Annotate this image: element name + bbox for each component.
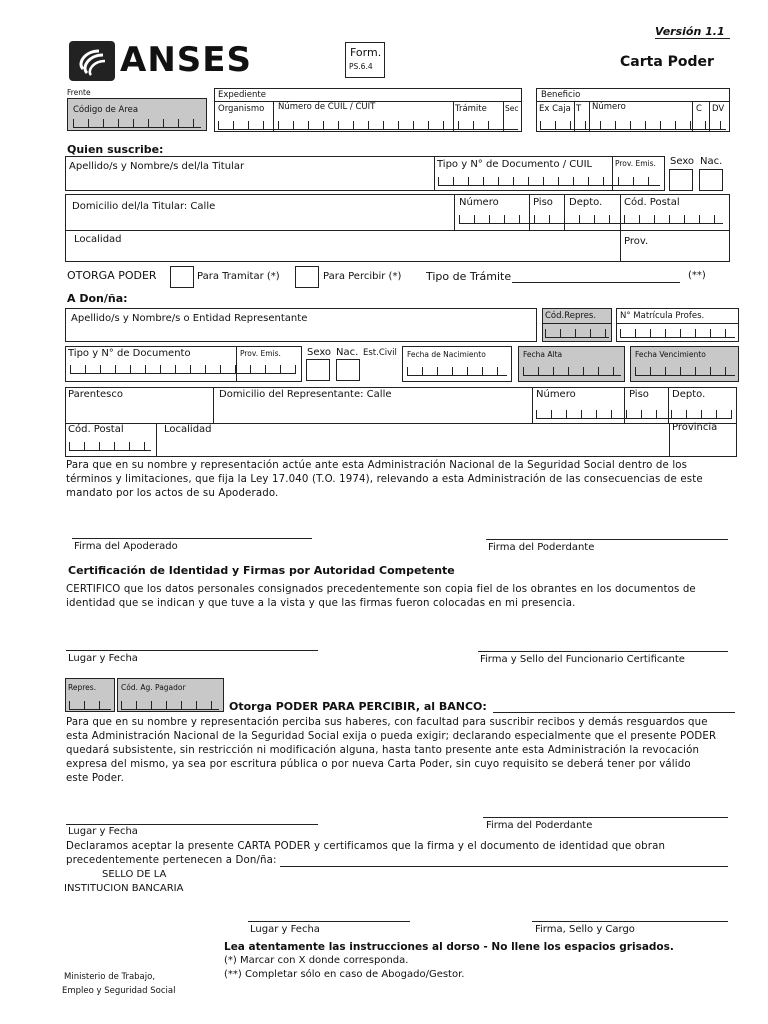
titular-sexo-box[interactable]: [669, 169, 693, 191]
doc-title: Carta Poder: [620, 54, 714, 70]
titular-nac-label: Nac.: [700, 156, 723, 167]
firma-sello-cargo-label: Firma, Sello y Cargo: [535, 924, 635, 935]
fecha-alta-field: Fecha Alta: [518, 346, 625, 382]
est-civil-label: Est.Civil: [363, 348, 397, 358]
codigo-area-field: Código de Area: [67, 98, 207, 131]
banco-lugar-fecha2-line[interactable]: [248, 921, 410, 922]
firma-poderdante-label: Firma del Poderdante: [488, 542, 595, 553]
matricula-field[interactable]: N° Matrícula Profes.: [616, 308, 739, 342]
para-percibir-checkbox[interactable]: [295, 266, 319, 288]
para-percibir-label: Para Percibir (*): [323, 271, 402, 282]
sello-label-2: INSTITUCION BANCARIA: [64, 883, 184, 894]
version-label: Versión 1.1: [655, 25, 725, 38]
firma-apoderado-line[interactable]: [72, 538, 312, 539]
mandato-text: Para que en su nombre y representación actúe ante esta Administración Nacional de la Seguridad Social dentro de los términos y limitaciones, que fija la Ley 17.040 (T.O. 1974), relevando a esta Administración de las consecuencias de este mandato por los actos de su Apoderado.: [66, 460, 703, 499]
brand-name: ANSES: [120, 40, 252, 80]
aviso-instrucciones: Lea atentamente las instrucciones al dorso - No llene los espacios grisados.: [224, 941, 674, 953]
percibir-text: Para que en su nombre y representación perciba sus haberes, con facultad para suscribir recibos y demás resguardos que esta Administración Nacional de la Seguridad Social exija o pueda exigir; declarando especialmente que el presente PODER quedará subsistente, sin restricción ni modificación alguna, hasta tanto presente ante esta Administración la revocación expresa del mismo, ya sea por escritura pública o por nueva Carta Poder, sin cuyo requisito se deberá tener por válido este Poder.: [66, 717, 717, 784]
tipo-tramite-line[interactable]: [512, 282, 680, 283]
nota-completar: (**) Completar sólo en caso de Abogado/Gestor.: [224, 969, 465, 980]
banco-lugar-fecha2-label: Lugar y Fecha: [250, 924, 320, 935]
cert-lugar-fecha-label: Lugar y Fecha: [68, 653, 138, 664]
declaramos-nombre-line[interactable]: [280, 866, 728, 867]
ministerio-label-1: Ministerio de Trabajo,: [64, 972, 156, 982]
apoderado-nac-box[interactable]: [336, 359, 360, 381]
banco-firma-poderdante-label: Firma del Poderdante: [486, 820, 593, 831]
anses-logo-icon: [69, 41, 115, 81]
para-tramitar-checkbox[interactable]: [170, 266, 194, 288]
titular-nombre-field[interactable]: Apellido/s y Nombre/s del/la Titular Tipo y N° de Documento / CUIL Prov. Emis.: [65, 156, 665, 191]
sello-label-1: SELLO DE LA: [102, 869, 167, 880]
cert-firma-sello-label: Firma y Sello del Funcionario Certificante: [480, 654, 685, 665]
apoderado-domicilio-field[interactable]: Parentesco Domicilio del Representante: Calle Número Piso Depto. Cód. Postal Localidad Provincia: [65, 387, 737, 457]
titular-domicilio-field[interactable]: Domicilio del/la Titular: Calle Número Piso Depto. Cód. Postal Localidad Prov.: [65, 194, 730, 262]
tipo-tramite-label: Tipo de Trámite: [426, 270, 512, 283]
apoderado-sexo-box[interactable]: [306, 359, 330, 381]
firma-poderdante-line[interactable]: [486, 539, 728, 540]
apoderado-documento-field[interactable]: Tipo y N° de Documento Prov. Emis.: [65, 346, 302, 382]
para-tramitar-label: Para Tramitar (*): [197, 271, 280, 282]
fecha-nacimiento-field[interactable]: Fecha de Nacimiento: [402, 346, 512, 382]
frente-label: Frente: [67, 88, 91, 97]
banco-repres-field: Repres.: [65, 678, 115, 712]
nota-asterisco: (**): [688, 270, 706, 281]
banco-nombre-line[interactable]: [493, 712, 735, 713]
cert-firma-sello-line[interactable]: [478, 651, 728, 652]
quien-suscribe-heading: Quien suscribe:: [67, 143, 164, 156]
titular-nac-box[interactable]: [699, 169, 723, 191]
a-dona-heading: A Don/ña:: [67, 292, 128, 305]
apoderado-sexo-label: Sexo: [307, 347, 332, 358]
ministerio-label-2: Empleo y Seguridad Social: [62, 986, 176, 996]
fecha-vencimiento-field: Fecha Vencimiento: [630, 346, 739, 382]
banco-heading: Otorga PODER PARA PERCIBIR, al BANCO:: [229, 700, 487, 713]
banco-lugar-fecha-label: Lugar y Fecha: [68, 826, 138, 837]
beneficio-field[interactable]: Beneficio Ex Caja T Número C DV: [536, 88, 730, 132]
banco-firma-poderdante-line[interactable]: [483, 817, 728, 818]
cod-ag-pagador-field: Cód. Ag. Pagador: [117, 678, 224, 712]
banco-lugar-fecha-line[interactable]: [66, 824, 318, 825]
otorga-poder-label: OTORGA PODER: [67, 269, 157, 282]
firma-apoderado-label: Firma del Apoderado: [74, 541, 178, 552]
certificacion-text: CERTIFICO que los datos personales consignados precedentemente son copia fiel de los obrantes en los documentos de identidad que se indican y que tuve a la vista y que las firmas fueron colocadas en mi presencia.: [66, 584, 696, 609]
apoderado-nac-label: Nac.: [336, 347, 359, 358]
expediente-field[interactable]: Expediente Organismo Número de CUIL / CUIT Trámite Sec: [214, 88, 522, 132]
cod-repres-field: Cód.Repres.: [542, 308, 612, 342]
apoderado-nombre-field[interactable]: Apellido/s y Nombre/s o Entidad Representante: [65, 308, 537, 342]
firma-sello-cargo-line[interactable]: [532, 921, 728, 922]
nota-marcar: (*) Marcar con X donde corresponda.: [224, 955, 409, 966]
declaramos-text: Declaramos aceptar la presente CARTA PODER y certificamos que la firma y el documento de identidad que obran precedentemente pertenecen a Don/ña:: [66, 841, 666, 866]
form-code-box: Form. PS.6.4: [345, 42, 385, 78]
certificacion-heading: Certificación de Identidad y Firmas por Autoridad Competente: [68, 564, 455, 577]
titular-sexo-label: Sexo: [670, 156, 695, 167]
cert-lugar-fecha-line[interactable]: [66, 650, 318, 651]
